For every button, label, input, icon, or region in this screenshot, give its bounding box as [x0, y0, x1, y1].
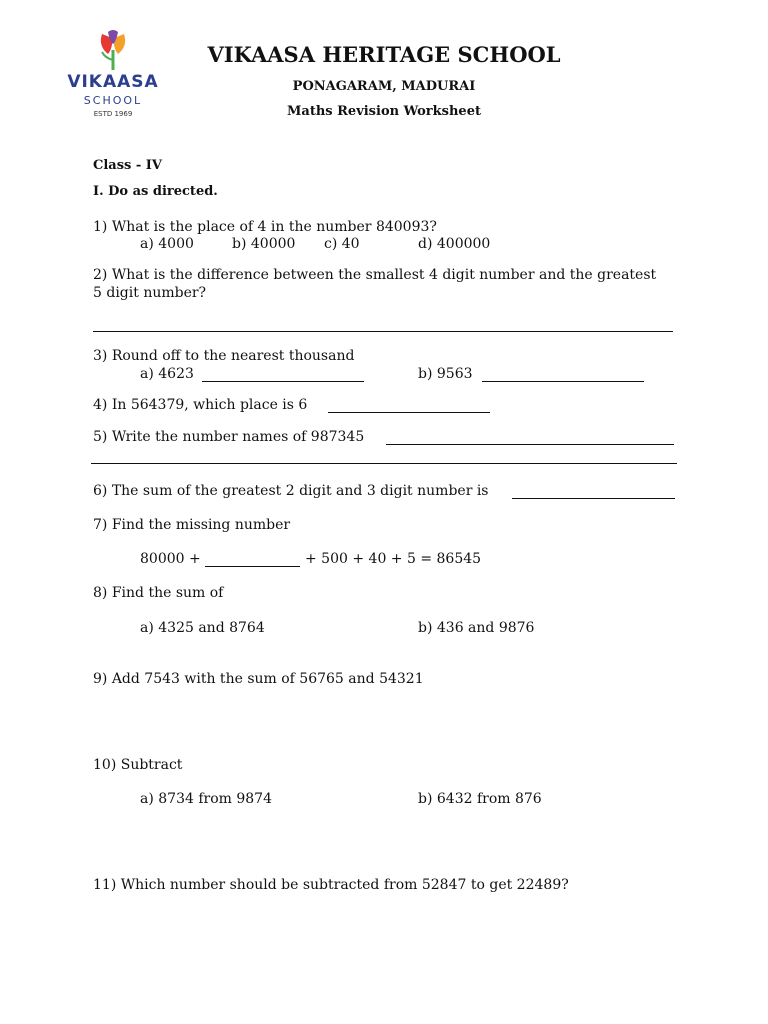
q1-option-b: b) 40000 — [232, 236, 296, 252]
q7-equation-right: + 500 + 40 + 5 = 86545 — [305, 551, 482, 567]
question-3: 3) Round off to the nearest thousand — [93, 348, 355, 364]
question-8: 8) Find the sum of — [93, 585, 224, 601]
school-location: PONAGARAM, MADURAI — [292, 79, 476, 94]
q3a-answer-line[interactable] — [202, 381, 364, 382]
q8-part-b: b) 436 and 9876 — [418, 620, 535, 636]
q1-option-a: a) 4000 — [140, 236, 194, 252]
q3b-answer-line[interactable] — [482, 381, 644, 382]
q5-answer-line-2[interactable] — [91, 463, 677, 464]
question-2-line-2: 5 digit number? — [93, 285, 207, 301]
q4-answer-line[interactable] — [328, 412, 490, 413]
question-9: 9) Add 7543 with the sum of 56765 and 54321 — [93, 671, 424, 687]
question-5: 5) Write the number names of 987345 — [93, 429, 365, 445]
q6-answer-line[interactable] — [512, 498, 675, 499]
question-11: 11) Which number should be subtracted from 52847 to get 22489? — [93, 877, 569, 893]
q1-option-c: c) 40 — [324, 236, 360, 252]
class-label: Class - IV — [93, 158, 162, 173]
question-6: 6) The sum of the greatest 2 digit and 3 digit number is — [93, 483, 489, 499]
logo-established: ESTD 1969 — [93, 110, 133, 118]
question-7: 7) Find the missing number — [93, 517, 291, 533]
q1-option-d: d) 400000 — [418, 236, 491, 252]
q7-equation-left: 80000 + — [140, 551, 201, 567]
logo-subtitle: SCHOOL — [83, 94, 143, 107]
logo-wordmark: VIKAASA — [67, 72, 159, 92]
question-2-line-1: 2) What is the difference between the smallest 4 digit number and the greatest — [93, 267, 657, 283]
q10-part-a: a) 8734 from 9874 — [140, 791, 272, 807]
question-4: 4) In 564379, which place is 6 — [93, 397, 308, 413]
q3-part-a: a) 4623 — [140, 366, 194, 382]
q3-part-b: b) 9563 — [418, 366, 473, 382]
question-10: 10) Subtract — [93, 757, 183, 773]
section-heading: I. Do as directed. — [93, 184, 218, 199]
worksheet-title: Maths Revision Worksheet — [287, 104, 481, 119]
q8-part-a: a) 4325 and 8764 — [140, 620, 265, 636]
q2-answer-line[interactable] — [93, 331, 673, 332]
q10-part-b: b) 6432 from 876 — [418, 791, 542, 807]
school-name: VIKAASA HERITAGE SCHOOL — [207, 42, 561, 67]
question-1: 1) What is the place of 4 in the number 840093? — [93, 219, 437, 235]
q5-answer-line-1[interactable] — [386, 444, 674, 445]
q7-answer-line[interactable] — [205, 566, 300, 567]
